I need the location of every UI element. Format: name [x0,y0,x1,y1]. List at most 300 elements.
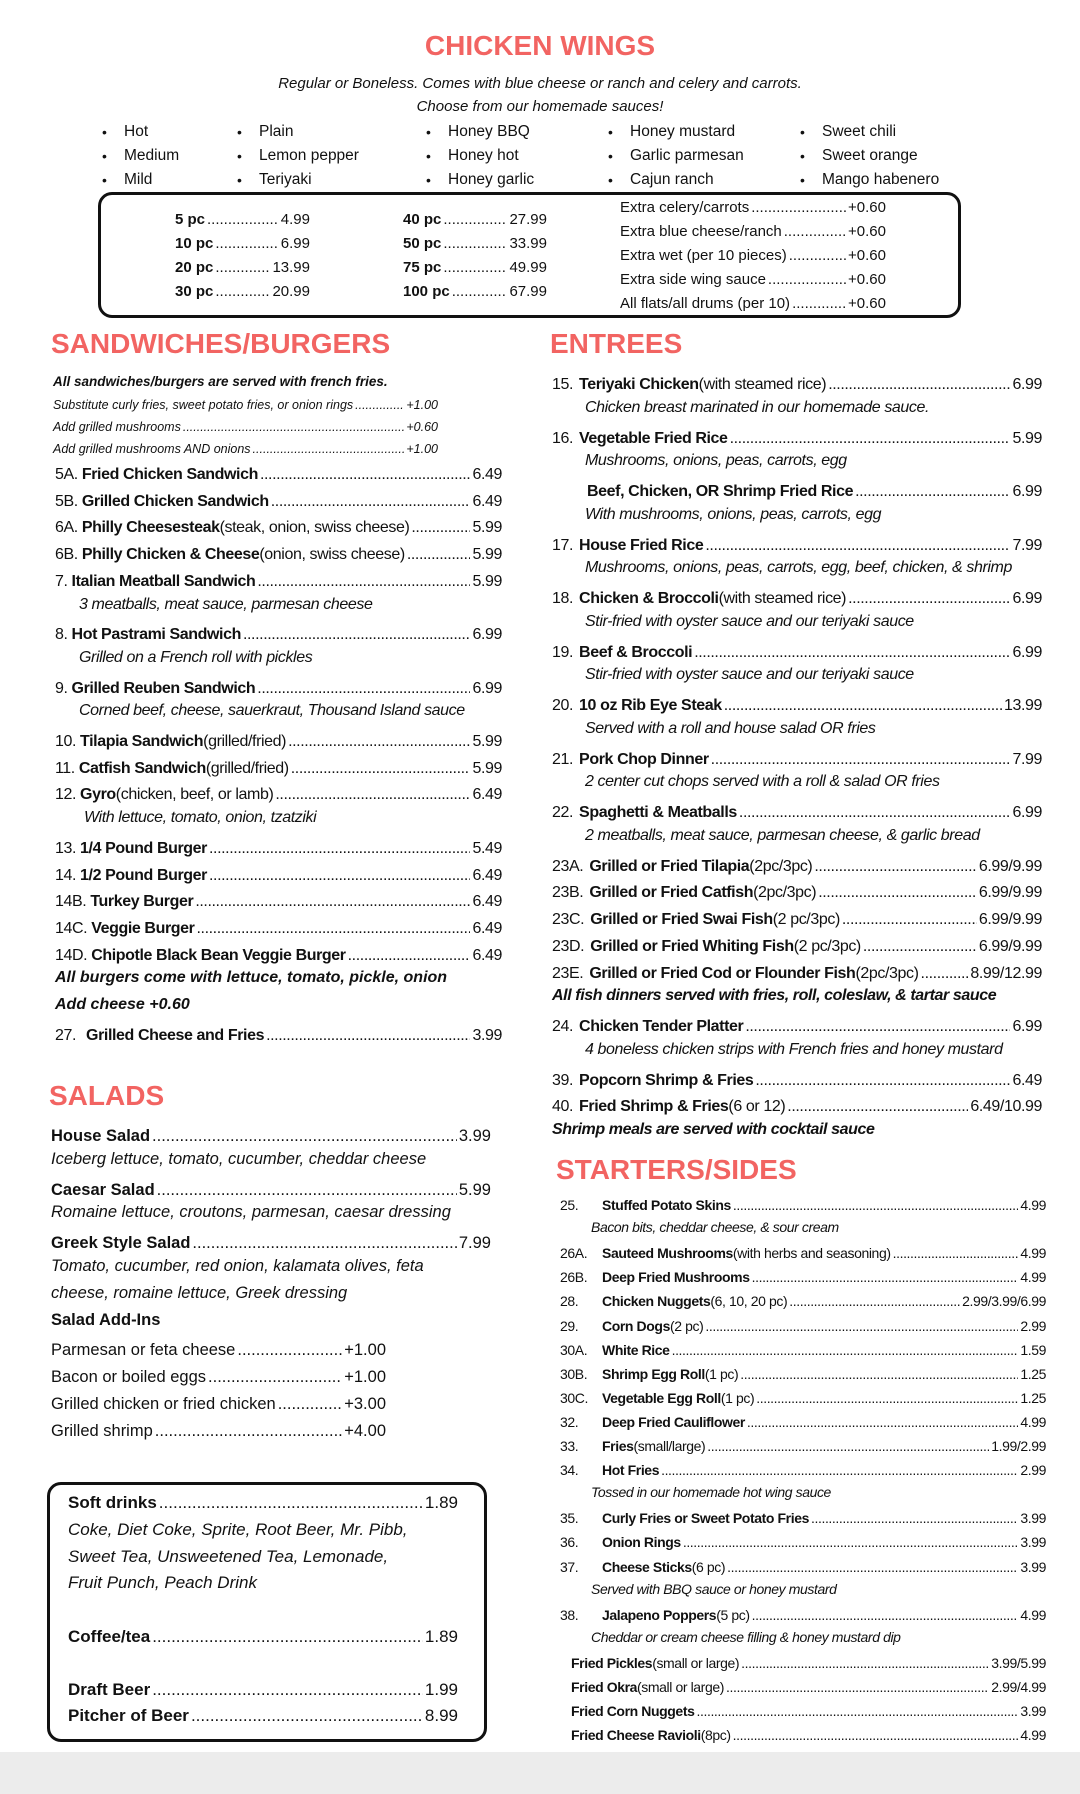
item-price: 5.49 [472,839,502,857]
item-note: (2pc/3pc) [749,857,813,875]
item-number: 30A. [560,1341,588,1358]
menu-item-row [51,1234,491,1253]
dot-leader [745,1018,1010,1036]
dot-leader [443,259,507,276]
sauce-option: • Sweet orange [822,144,939,168]
dot-leader [355,398,404,412]
dot-leader [271,493,471,511]
item-price: 6.99 [472,679,502,697]
item-description: Sweet Tea, Unsweetened Tea, Lemonade, [68,1546,389,1566]
dot-leader [661,1462,1018,1478]
sandwich-note: All sandwiches/burgers are served with french fries. [53,374,388,389]
item-price: 3.99/5.99 [991,1654,1046,1671]
item-name: 40 pc [403,211,442,228]
item-description: With lettuce, tomato, onion, tzatziki [84,809,317,827]
sauce-column [448,120,534,192]
dot-leader [348,947,471,965]
item-number: 23B. [552,884,584,902]
dot-leader [257,573,470,591]
item-price: 4.99 [1020,1606,1046,1623]
dot-leader [288,733,470,751]
item-description: Chicken breast marinated in our homemade sauce. [585,398,930,416]
item-price: +1.00 [344,1368,386,1387]
item-number: 39. [552,1071,574,1089]
sauce-option: • Garlic parmesan [630,144,744,168]
menu-item-row [552,911,1042,929]
menu-item-row [552,804,1042,822]
sandwiches-title: SANDWICHES/BURGERS [51,328,391,359]
sauce-option: • Lemon pepper [259,144,359,168]
item-note: (with herbs and seasoning) [732,1245,891,1262]
dot-leader [921,965,969,983]
item-name: Hot Pastrami Sandwich [71,626,241,644]
item-price: 7.99 [458,1234,491,1253]
menu-item-row [620,295,886,312]
item-name: Substitute curly fries, sweet potato fries, or onion rings [53,398,354,412]
page-bottom-band [0,1752,1080,1794]
item-number: 19. [552,643,574,661]
menu-item-row [560,1607,1046,1623]
item-name: Vegetable Fried Rice [579,429,728,447]
item-price: +0.60 [848,247,886,264]
sauce-option: • Honey garlic [448,168,534,192]
item-note: (2pc/3pc) [753,884,817,902]
item-price: 20.99 [272,283,310,300]
item-description: Iceberg lettuce, tomato, cucumber, cheddar cheese [51,1149,427,1168]
dot-leader [243,626,470,644]
item-name: Philly Cheesesteak [81,519,220,537]
menu-item-row [403,235,547,252]
item-number: 15. [552,376,574,393]
item-number: 6B. [55,546,78,564]
dot-leader [196,920,470,938]
item-price: 5.99 [472,572,502,590]
item-note: (2 pc/3pc) [793,937,861,955]
item-name: Fried Cheese Ravioli [571,1727,701,1744]
menu-item-row [51,1422,386,1441]
item-number: 40. [552,1098,574,1116]
item-name: 75 pc [403,259,442,276]
item-number: 10. [55,733,77,750]
menu-item-row [552,1072,1042,1090]
item-note: (small or large) [652,1654,740,1671]
item-price: 5.99 [1012,429,1042,447]
item-name: Curly Fries or Sweet Potato Fries [602,1510,809,1527]
dot-leader [191,1706,423,1726]
item-number: 12. [55,786,77,804]
item-name: Caesar Salad [51,1180,155,1199]
menu-item-row [55,893,502,911]
item-price: +0.60 [848,295,886,312]
item-price: 2.99/4.99 [991,1679,1046,1695]
menu-item-row [620,271,886,288]
menu-item-row [552,751,1042,769]
item-price: +1.00 [406,398,438,412]
sauce-column [630,120,744,192]
item-name: Grilled or Fried Tilapia [589,857,750,875]
item-price: 6.49 [472,786,502,804]
item-price: 7.99 [1012,750,1042,768]
item-price: 8.99 [424,1706,458,1725]
item-number: 17. [552,536,574,554]
item-name: 1/4 Pound Burger [80,839,207,857]
item-price: 13.99 [272,259,310,276]
item-number: 36. [560,1534,579,1551]
dot-leader [672,1342,1019,1358]
item-number: 18. [552,590,574,607]
dot-leader [756,1390,1018,1406]
menu-item-row [55,760,502,778]
item-price: 49.99 [509,259,547,276]
entrees-title: ENTREES [550,328,683,359]
dot-leader [739,804,1011,822]
item-name: Grilled chicken or fried chicken [51,1395,276,1413]
dot-leader [694,644,1010,662]
item-description: Tossed in our homemade hot wing sauce [591,1484,831,1501]
dot-leader [260,466,470,484]
item-name: 5 pc [175,211,206,228]
item-number: 21. [552,750,574,768]
item-number: 14. [55,866,77,884]
item-description: Mushrooms, onions, peas, carrots, egg, beef, chicken, & shrimp [585,559,1012,577]
menu-item-row [55,466,502,484]
item-note: (1 pc) [720,1389,755,1406]
item-name: Spaghetti & Meatballs [579,804,737,821]
menu-item-row [55,626,502,644]
menu-item-row [552,938,1042,956]
item-number: 14C. [55,919,88,937]
dot-leader [452,283,508,300]
item-name: Corn Dogs [602,1317,670,1334]
item-price: +0.60 [848,223,886,240]
item-price: 4.99 [280,211,310,228]
dot-leader [407,546,471,564]
sauce-option: • Hot [124,120,179,144]
item-price: +1.00 [406,442,438,456]
item-price: 8.99/12.99 [970,964,1042,982]
menu-item-row [560,1390,1046,1406]
item-name: 30 pc [175,283,214,300]
menu-item-row [560,1318,1046,1334]
item-price: 6.99/9.99 [978,884,1042,902]
item-name: Fried Corn Nuggets [571,1703,695,1720]
item-note: (6 pc) [691,1558,726,1575]
item-price: 3.99 [458,1127,491,1145]
dot-leader [707,1438,989,1454]
item-number: 25. [560,1197,579,1213]
menu-item-row [55,493,502,511]
item-number: 7. [55,572,68,590]
item-name: House Fried Rice [579,536,704,554]
sauce-option: • Honey BBQ [448,120,534,144]
dot-leader [257,680,470,698]
item-number: 11. [55,759,75,777]
item-number: 30C. [560,1389,588,1406]
item-price: 4.99 [1020,1245,1046,1262]
menu-item-row [552,376,1042,394]
item-description: 2 center cut chops served with a roll & salad OR fries [585,773,940,791]
menu-item-row [53,442,438,456]
dot-leader [411,519,470,537]
item-price: 13.99 [1003,697,1042,714]
menu-item-row [55,1027,502,1045]
item-name: Beef, Chicken, OR Shrimp Fried Rice [587,483,854,500]
item-name: Italian Meatball Sandwich [71,572,256,590]
item-price: +0.60 [848,199,886,216]
sauce-option: • Honey mustard [630,120,744,144]
item-note: (5 pc) [716,1606,750,1623]
item-name: Turkey Burger [90,893,194,911]
menu-item-row [51,1341,386,1360]
item-name: White Rice [602,1341,670,1358]
item-description: cheese, romaine lettuce, Greek dressing [51,1283,348,1302]
item-note: (1 pc) [704,1365,739,1382]
item-number: 8. [55,626,68,644]
item-name: Soft drinks [68,1493,157,1512]
dot-leader [208,1368,342,1387]
item-name: Philly Chicken & Cheese [81,546,260,564]
menu-item-row [560,1293,1046,1309]
item-price: 5.99 [472,546,502,564]
dot-leader [787,1098,968,1116]
menu-item-row [403,283,547,300]
item-name: Parmesan or feta cheese [51,1341,236,1360]
dot-leader [705,537,1010,555]
dot-leader [828,376,1010,394]
menu-item-row [620,199,886,216]
item-number: 23A. [552,857,584,875]
dot-leader [237,1341,342,1360]
item-price: 5.99 [472,759,502,777]
dot-leader [278,1395,343,1414]
item-name: Deep Fried Mushrooms [602,1269,750,1286]
item-name: Onion Rings [602,1534,681,1551]
item-price: 2.99 [1020,1317,1046,1334]
dot-leader [855,483,1010,501]
menu-item-row [552,1098,1042,1116]
dot-leader [159,1493,423,1513]
menu-item-row [68,1680,458,1700]
salads-title: SALADS [49,1080,165,1111]
menu-item-row [175,235,310,252]
item-price: 1.99 [424,1680,458,1699]
item-price: 1.25 [1020,1365,1046,1382]
menu-item-row [620,247,886,264]
item-name: Stuffed Potato Skins [602,1197,731,1213]
item-name: Popcorn Shrimp & Fries [579,1071,754,1089]
item-price: 1.25 [1020,1389,1046,1406]
item-price: 33.99 [509,235,547,252]
item-name: Chicken Nuggets [602,1293,711,1310]
item-number: 26B. [560,1269,588,1286]
menu-item-row [51,1127,491,1146]
item-number: 13. [55,839,77,857]
dot-leader [705,1318,1018,1334]
item-number: 35. [560,1510,579,1527]
menu-item-row [55,947,502,965]
dot-leader [215,259,270,276]
dot-leader [152,1627,423,1647]
item-name: Extra celery/carrots [620,199,750,216]
dot-leader [215,283,270,300]
item-name: 1/2 Pound Burger [80,866,207,884]
item-name: Gyro [80,786,116,804]
menu-item-row [560,1559,1046,1575]
dot-leader [155,1422,342,1441]
dot-leader [768,271,846,288]
menu-item-row [571,1727,1046,1743]
item-price: 2.99 [1020,1462,1046,1479]
item-name: Grilled or Fried Cod or Flounder Fish [589,964,856,982]
dot-leader [747,1414,1018,1430]
item-description: Stir-fried with oyster sauce and our teriyaki sauce [585,612,914,630]
item-description: Served with a roll and house salad OR fries [585,719,876,737]
dot-leader [733,1727,1019,1743]
item-price: 6.49/10.99 [970,1098,1042,1116]
item-price: 5.99 [472,519,502,537]
menu-item-row [175,283,310,300]
dot-leader [789,1293,960,1309]
item-price: 4.99 [1020,1269,1046,1286]
item-name: Beef & Broccoli [579,643,693,661]
item-price: 6.99 [1012,483,1042,500]
item-name: Catfish Sandwich [78,759,206,777]
item-number: 20. [552,697,574,714]
menu-item-row [55,786,502,804]
item-note: (2 pc/3pc) [772,911,840,928]
item-note: (small/large) [633,1438,706,1454]
wings-title: CHICKEN WINGS [424,30,656,61]
item-price: 6.49 [472,919,502,937]
menu-item-row [552,537,1042,555]
dot-leader [266,1027,470,1045]
item-description: Stir-fried with oyster sauce and our teriyaki sauce [585,666,914,684]
dot-leader [696,1703,1018,1719]
menu-item-row [552,697,1042,715]
item-price: +4.00 [344,1421,386,1440]
item-price: +3.00 [344,1395,386,1413]
dot-leader [443,235,507,252]
dot-leader [209,840,470,858]
item-description: 2 meatballs, meat sauce, parmesan cheese, & garlic bread [585,826,980,844]
item-price: 5.99 [472,733,502,750]
item-name: Chicken Tender Platter [579,1018,744,1035]
menu-item-row [560,1510,1046,1526]
dot-leader [152,1680,423,1700]
item-note: (6, 10, 20 pc) [710,1293,788,1310]
item-description: With mushrooms, onions, peas, carrots, egg [585,505,882,523]
item-note: (steak, onion, swiss cheese) [219,519,410,537]
dot-leader [784,223,846,240]
dot-leader [275,786,470,804]
item-note: (6 or 12) [728,1098,786,1116]
menu-item-row [587,483,1042,501]
menu-item-row [68,1706,458,1726]
menu-item-row [55,733,502,751]
item-name: Fried Shrimp & Fries [579,1098,729,1116]
item-name: Fried Chicken Sandwich [81,466,258,483]
sauce-option: • Honey hot [448,144,534,168]
menu-item-row [403,211,547,228]
item-price: 6.99/9.99 [978,937,1042,955]
item-price: 6.99 [1012,376,1042,393]
dot-leader [683,1534,1019,1550]
item-note: (with steamed rice) [718,590,847,607]
item-name: Shrimp Egg Roll [602,1365,705,1382]
item-price: 4.99 [1020,1727,1046,1744]
sauce-column [124,120,179,192]
item-note: (grilled/fried) [205,759,289,777]
item-price: 6.49 [472,893,502,911]
item-price: 1.89 [424,1627,458,1646]
menu-item-row [560,1269,1046,1285]
item-number: 5A. [55,466,78,483]
item-price: 6.99/9.99 [978,857,1042,875]
item-name: Pork Chop Dinner [579,750,709,768]
item-price: 6.49 [472,866,502,884]
item-name: Grilled or Fried Swai Fish [590,911,773,928]
item-price: 6.99 [1012,643,1042,661]
menu-item-row [552,1018,1042,1036]
dot-leader [730,430,1011,448]
dot-leader [751,199,846,216]
item-price: 5.99 [458,1180,491,1199]
item-number: 33. [560,1438,579,1454]
item-name: Pitcher of Beer [68,1706,189,1725]
dot-leader [726,1679,989,1695]
menu-item-row [552,858,1042,876]
item-name: 50 pc [403,235,442,252]
item-description: Romaine lettuce, croutons, parmesan, caesar dressing [51,1203,451,1222]
item-number: 23D. [552,937,585,955]
dot-leader [740,1366,1018,1382]
item-name: Chipotle Black Bean Veggie Burger [91,946,346,964]
item-number: 14B. [55,893,87,911]
item-name: Vegetable Egg Roll [602,1389,721,1406]
item-number: 9. [55,679,68,697]
burger-cheese-note: Add cheese +0.60 [55,996,190,1013]
sauce-option: • Sweet chili [822,120,939,144]
item-number: 14D. [55,946,88,964]
dot-leader [733,1197,1018,1213]
item-note: (with steamed rice) [698,376,827,393]
sauce-option: • Mild [124,168,179,192]
item-price: 6.99 [1012,590,1042,607]
item-note: (8pc) [700,1727,731,1744]
dot-leader [152,1127,457,1146]
item-name: House Salad [51,1127,151,1145]
sauce-column [822,120,939,192]
item-price: 1.99/2.99 [991,1438,1046,1454]
item-name: Grilled Cheese and Fries [86,1026,265,1044]
item-number: 16. [552,429,574,447]
menu-item-row [175,211,310,228]
burger-note: All burgers come with lettuce, tomato, pickle, onion [55,969,448,987]
menu-item-row [552,590,1042,608]
dot-leader [848,590,1010,608]
menu-item-row [552,644,1042,662]
item-name: Bacon or boiled eggs [51,1368,207,1387]
item-description: Coke, Diet Coke, Sprite, Root Beer, Mr. Pibb, [68,1520,408,1539]
item-name: Sauteed Mushrooms [602,1245,733,1262]
starters-title: STARTERS/SIDES [556,1154,797,1185]
entree-note: All fish dinners served with fries, roll, coleslaw, & tartar sauce [552,987,997,1005]
dot-leader [814,858,976,876]
menu-item-row [560,1462,1046,1478]
menu-item-row [55,920,502,938]
dot-leader [711,751,1011,769]
item-number: 23E. [552,964,584,982]
